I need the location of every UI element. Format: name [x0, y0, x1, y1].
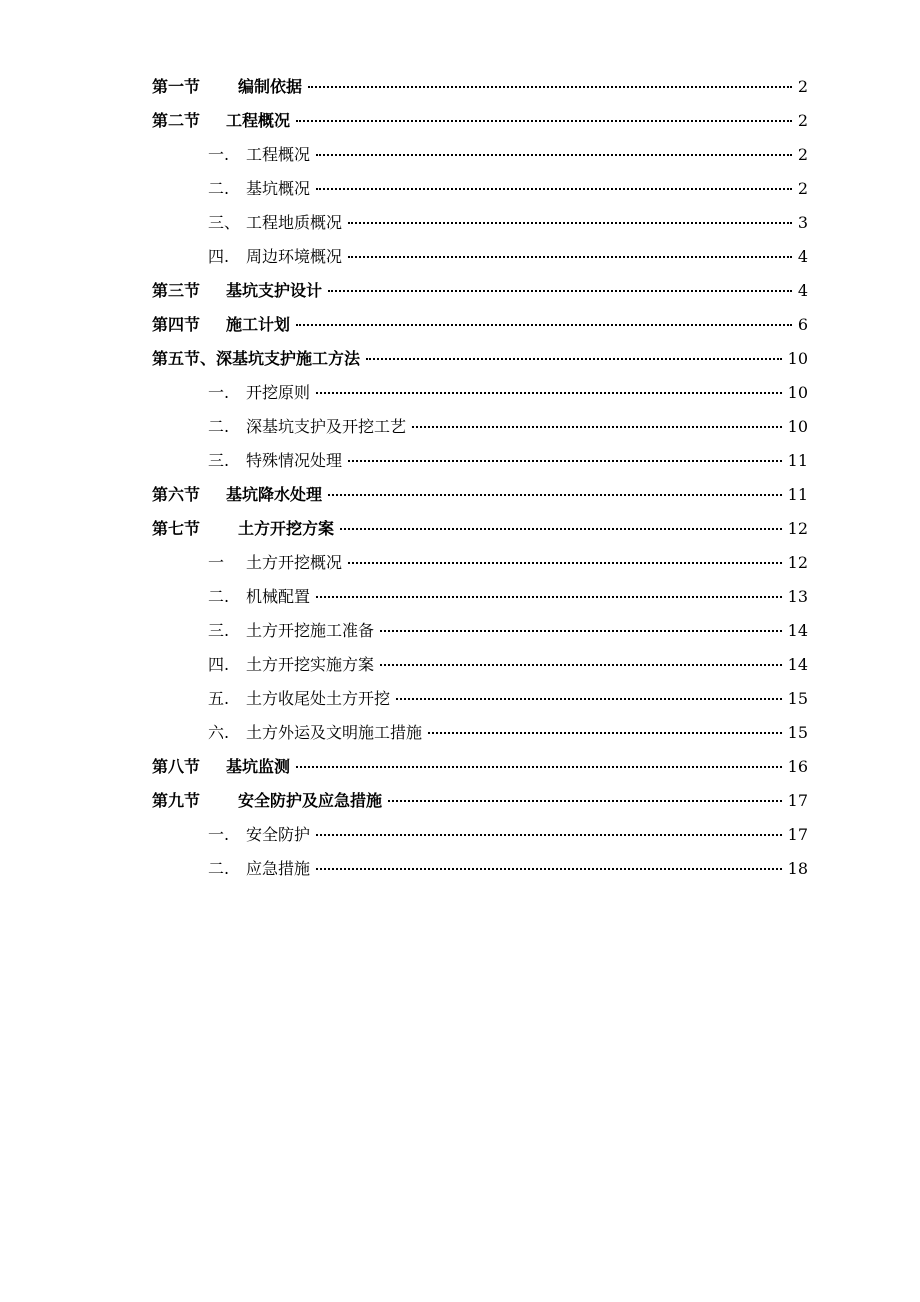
dot-leader	[316, 833, 782, 836]
toc-entry-number: 第二节	[152, 111, 201, 130]
toc-entry-number: 第九节	[152, 791, 201, 810]
dot-leader	[348, 561, 782, 564]
toc-entry-number: 六.	[208, 723, 230, 742]
dot-leader	[340, 527, 782, 530]
table-of-contents	[152, 70, 808, 886]
toc-entry-number: 三.	[208, 451, 230, 470]
dot-leader	[296, 765, 782, 768]
toc-entry[interactable]	[152, 784, 808, 818]
toc-entry[interactable]	[152, 206, 808, 240]
toc-entry-page: 15	[787, 723, 808, 742]
toc-entry[interactable]	[152, 172, 808, 206]
toc-entry-page: 2	[797, 77, 808, 96]
dot-leader	[348, 255, 792, 258]
toc-entry[interactable]	[152, 138, 808, 172]
dot-leader	[316, 595, 782, 598]
toc-entry-title: 土方开挖概况	[246, 553, 343, 572]
toc-entry[interactable]	[152, 512, 808, 546]
toc-entry-page: 13	[787, 587, 808, 606]
toc-entry[interactable]	[152, 580, 808, 614]
toc-entry[interactable]	[152, 308, 808, 342]
toc-entry-number: 第八节	[152, 757, 201, 776]
toc-entry-title: 土方开挖施工准备	[246, 621, 375, 640]
toc-entry-number: 四.	[208, 247, 230, 266]
toc-entry-number: 三.	[208, 621, 230, 640]
toc-entry[interactable]	[152, 750, 808, 784]
dot-leader	[366, 357, 782, 360]
toc-entry-title: 工程概况	[246, 145, 311, 164]
dot-leader	[348, 221, 792, 224]
toc-entry[interactable]	[152, 342, 808, 376]
toc-entry-page: 12	[787, 519, 808, 538]
dot-leader	[380, 629, 782, 632]
toc-entry-number: 三、	[208, 213, 241, 232]
toc-entry-title: 编制依据	[238, 77, 303, 96]
dot-leader	[348, 459, 782, 462]
toc-entry-page: 17	[787, 825, 808, 844]
toc-entry[interactable]	[152, 614, 808, 648]
toc-entry-number: 一.	[208, 825, 230, 844]
toc-entry-title: 特殊情况处理	[246, 451, 343, 470]
toc-entry-page: 4	[797, 281, 808, 300]
toc-entry-title: 基坑概况	[246, 179, 311, 198]
dot-leader	[316, 153, 792, 156]
dot-leader	[296, 323, 792, 326]
toc-entry-number: 第一节	[152, 77, 201, 96]
toc-entry-title: 土方收尾处土方开挖	[246, 689, 391, 708]
toc-entry-title: 深基坑支护施工方法	[216, 349, 361, 368]
toc-entry-title: 安全防护	[246, 825, 311, 844]
toc-entry-number: 第四节	[152, 315, 201, 334]
toc-entry[interactable]	[152, 104, 808, 138]
toc-entry-number: 四.	[208, 655, 230, 674]
dot-leader	[328, 493, 782, 496]
dot-leader	[380, 663, 782, 666]
dot-leader	[316, 391, 782, 394]
toc-entry-title: 基坑支护设计	[226, 281, 323, 300]
toc-entry[interactable]	[152, 682, 808, 716]
toc-entry-page: 10	[787, 383, 808, 402]
toc-entry-number: 第五节、	[152, 349, 217, 368]
toc-entry[interactable]	[152, 478, 808, 512]
toc-entry-number: 五.	[208, 689, 230, 708]
toc-entry-page: 2	[797, 145, 808, 164]
toc-entry-title: 基坑监测	[226, 757, 291, 776]
toc-entry-title: 土方外运及文明施工措施	[246, 723, 423, 742]
toc-entry-title: 施工计划	[226, 315, 291, 334]
toc-entry-page: 2	[797, 111, 808, 130]
toc-entry-page: 3	[797, 213, 808, 232]
toc-entry-number: 二.	[208, 179, 230, 198]
toc-entry[interactable]	[152, 852, 808, 886]
dot-leader	[296, 119, 792, 122]
toc-entry-page: 15	[787, 689, 808, 708]
toc-entry-page: 10	[787, 417, 808, 436]
toc-entry-number: 一.	[208, 145, 230, 164]
toc-entry-title: 深基坑支护及开挖工艺	[246, 417, 407, 436]
toc-entry[interactable]	[152, 70, 808, 104]
toc-entry-title: 机械配置	[246, 587, 311, 606]
toc-entry-number: 一.	[208, 383, 230, 402]
dot-leader	[328, 289, 792, 292]
toc-entry-number: 第三节	[152, 281, 201, 300]
toc-entry-page: 18	[787, 859, 808, 878]
toc-entry[interactable]	[152, 818, 808, 852]
toc-entry[interactable]	[152, 410, 808, 444]
toc-entry[interactable]	[152, 648, 808, 682]
toc-entry[interactable]	[152, 546, 808, 580]
toc-entry-title: 周边环境概况	[246, 247, 343, 266]
toc-entry-page: 4	[797, 247, 808, 266]
toc-entry-page: 11	[787, 485, 808, 504]
toc-entry[interactable]	[152, 274, 808, 308]
toc-entry-page: 10	[787, 349, 808, 368]
toc-entry-title: 安全防护及应急措施	[238, 791, 383, 810]
toc-entry-title: 应急措施	[246, 859, 311, 878]
toc-entry[interactable]	[152, 376, 808, 410]
toc-entry-page: 2	[797, 179, 808, 198]
toc-entry-title: 土方开挖方案	[238, 519, 335, 538]
toc-entry[interactable]	[152, 444, 808, 478]
toc-entry-page: 11	[787, 451, 808, 470]
toc-entry-number: 一	[208, 553, 225, 572]
dot-leader	[428, 731, 782, 734]
toc-entry-number: 二.	[208, 859, 230, 878]
toc-entry-page: 12	[787, 553, 808, 572]
dot-leader	[396, 697, 782, 700]
toc-entry-page: 14	[787, 621, 808, 640]
toc-entry-number: 第七节	[152, 519, 201, 538]
toc-entry-number: 二.	[208, 587, 230, 606]
toc-entry-title: 基坑降水处理	[226, 485, 323, 504]
toc-entry-title: 土方开挖实施方案	[246, 655, 375, 674]
toc-entry-title: 工程地质概况	[246, 213, 343, 232]
toc-entry-number: 第六节	[152, 485, 201, 504]
toc-entry-title: 工程概况	[226, 111, 291, 130]
dot-leader	[316, 187, 792, 190]
toc-entry[interactable]	[152, 716, 808, 750]
toc-entry-page: 6	[797, 315, 808, 334]
toc-entry-title: 开挖原则	[246, 383, 311, 402]
dot-leader	[412, 425, 782, 428]
toc-entry-page: 16	[787, 757, 808, 776]
toc-entry-number: 二.	[208, 417, 230, 436]
toc-entry-page: 17	[787, 791, 808, 810]
toc-entry-page: 14	[787, 655, 808, 674]
dot-leader	[316, 867, 782, 870]
dot-leader	[308, 85, 792, 88]
dot-leader	[388, 799, 782, 802]
toc-entry[interactable]	[152, 240, 808, 274]
